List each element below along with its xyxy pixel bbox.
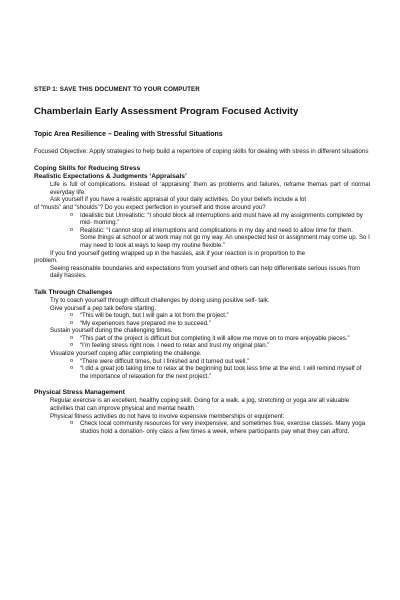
topic-heading: Topic Area Resilience – Dealing with Stressful Situations [34, 131, 223, 138]
paragraph: Seeing reasonable boundaries and expectations from yourself and others can help differentiate serious issues from daily hassles. [50, 264, 361, 280]
list-item: o Check local community resources for very inexpensive, and sometimes free, exercise classes. Many yoga studios hold a donation- only class a few times a week, where participants pay what they can afford. [80, 420, 370, 435]
document-title: Chamberlain Early Assessment Program Focused Activity [34, 106, 299, 117]
paragraph: Visualize yourself coping after completing the challenge. [50, 350, 202, 358]
focused-objective: Focused Objective: Apply strategies to help build a repertoire of coping skills for dealing with stress in different situations [34, 148, 369, 155]
section-heading: Physical Stress Management [34, 389, 125, 397]
section-heading: Coping Skills for Reducing Stress [34, 165, 141, 173]
bullet-list [34, 335, 370, 350]
physical-stress-section [34, 389, 370, 435]
list-item: o “This part of the project is difficult but completing it will allow me move on to more enjoyable pieces.” [80, 335, 370, 343]
coping-skills-section [34, 165, 370, 280]
list-item: o “I’m feeling stress right now. I need to relax and trust my original plan.” [80, 342, 370, 350]
paragraph: of “musts” and “shoulds”? Do you expect perfection in yourself and those around you? [34, 203, 266, 211]
paragraph: Sustain yourself during the challenging times. [50, 327, 173, 335]
talk-through-section [34, 289, 370, 381]
paragraph: Physical fitness activities do not have to involve expensive memberships or equipment: [50, 412, 285, 420]
list-item: o Idealistic but Unrealistic: “I should block all interruptions and must have all my assignments completed by mid- morning.” [80, 212, 370, 227]
list-item: o “I did a great job taking time to relax at the beginning but took less time at the end. I will remind myself of the importance of relaxation for the next project.” [80, 365, 370, 380]
list-item: o “There were difficult times, but I finished and it turned out well.” [80, 358, 370, 366]
subsection-heading: Realistic Expectations & Judgments ‘Appraisals’ [34, 173, 187, 181]
bullet-list [34, 212, 370, 250]
paragraph: Ask yourself if you have a realistic appraisal of your daily activities. Do your beliefs include a lot [50, 196, 307, 204]
paragraph: Life is full of complications. Instead of ‘appraising’ them as problems and failures, reframe themas part of normal everyday life. [50, 181, 370, 196]
paragraph: If you find yourself getting wrapped up in the hassles, ask if your reaction is in proportion to the [50, 249, 306, 257]
paragraph: problem. [34, 257, 58, 265]
list-item: o “This will be tough, but I will gain a lot from the project.” [80, 312, 370, 320]
bullet-list [34, 420, 370, 435]
paragraph: Regular exercise is an excellent, healthy coping skill. Going for a walk, a jog, stretching or yoga are all valuable activities that can improve physical and mental health. [50, 397, 350, 413]
paragraph: Try to coach yourself through difficult challenges by doing using positive self- talk. [50, 296, 270, 304]
list-item: o Realistic: “I cannot stop all interruptions and complications in my day and need to allow time for them. Some things at school or at work may not go my way. An unexpected test or assignment may come up. So I may need to look at ways to keep my routine flexible.” [80, 227, 370, 250]
step-instruction: STEP 1: SAVE THIS DOCUMENT TO YOUR COMPUTER [34, 86, 200, 93]
list-item: o “My experiences have prepared me to succeed.” [80, 320, 370, 328]
paragraph: Give yourself a pep talk before starting. [50, 304, 157, 312]
bullet-list [34, 312, 370, 327]
document-page [34, 86, 370, 444]
section-heading: Talk Through Challenges [34, 288, 113, 296]
bullet-list [34, 358, 370, 381]
